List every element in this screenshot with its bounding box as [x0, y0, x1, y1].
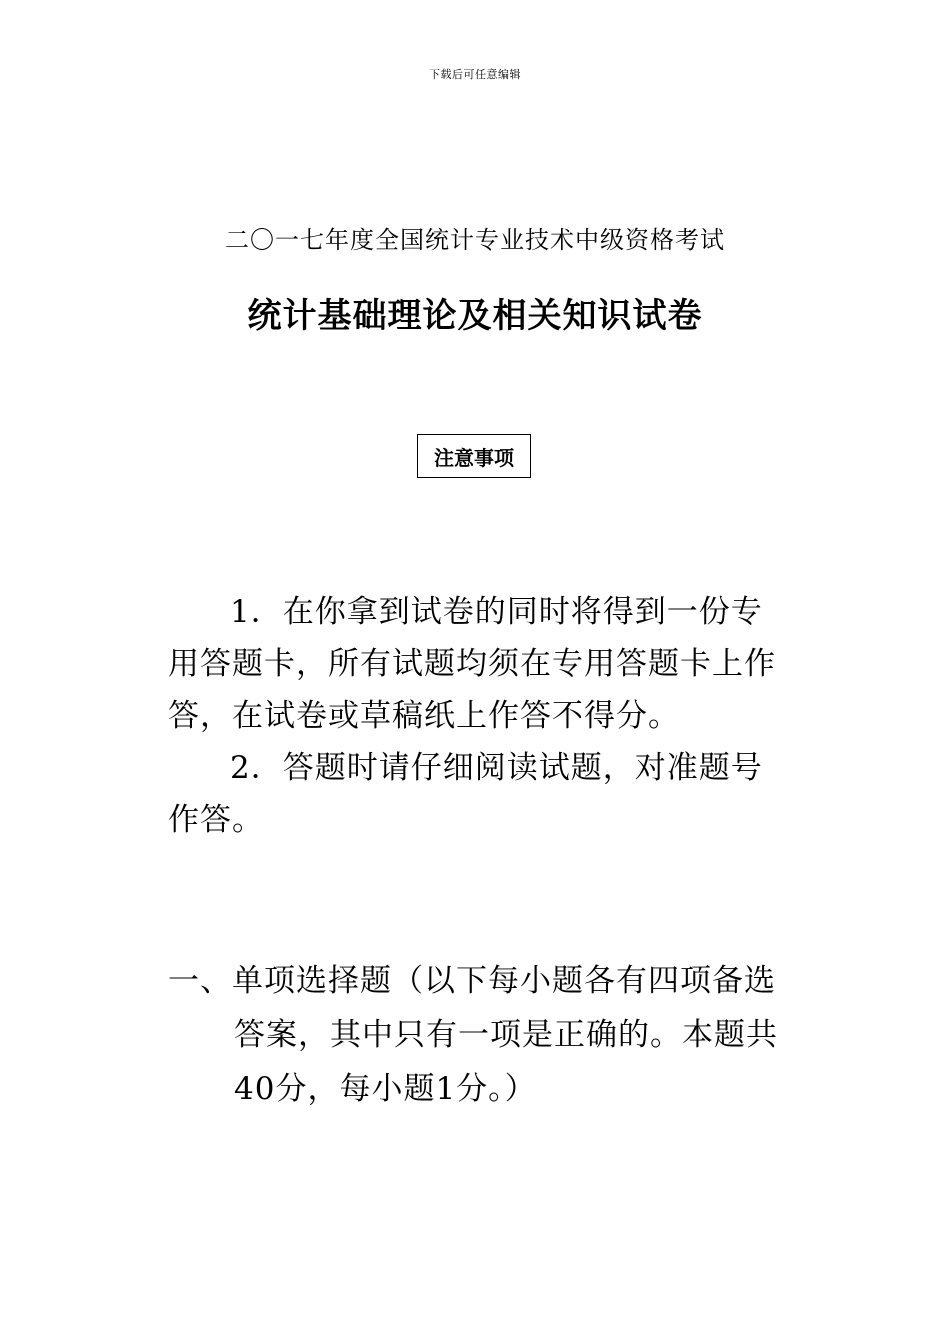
exam-subtitle: 二〇一七年度全国统计专业技术中级资格考试	[225, 226, 725, 254]
instruction-item-2: 2．答题时请仔细阅读试题，对准题号作答。	[168, 750, 763, 838]
instruction-item-1: 1．在你拿到试卷的同时将得到一份专用答题卡，所有试题均须在专用答题卡上作答，在试卷或草稿纸上作答不得分。	[168, 594, 776, 734]
header-note: 下载后可任意编辑	[429, 68, 521, 81]
instructions	[168, 586, 788, 846]
notice-box	[417, 434, 531, 478]
section-heading: 一、单项选择题（以下每小题各有四项备选答案，其中只有一项是正确的。本题共40分，每小题1分。）	[168, 963, 778, 1107]
exam-title: 统计基础理论及相关知识试卷	[247, 296, 703, 336]
notice-label: 注意事项	[434, 445, 514, 470]
